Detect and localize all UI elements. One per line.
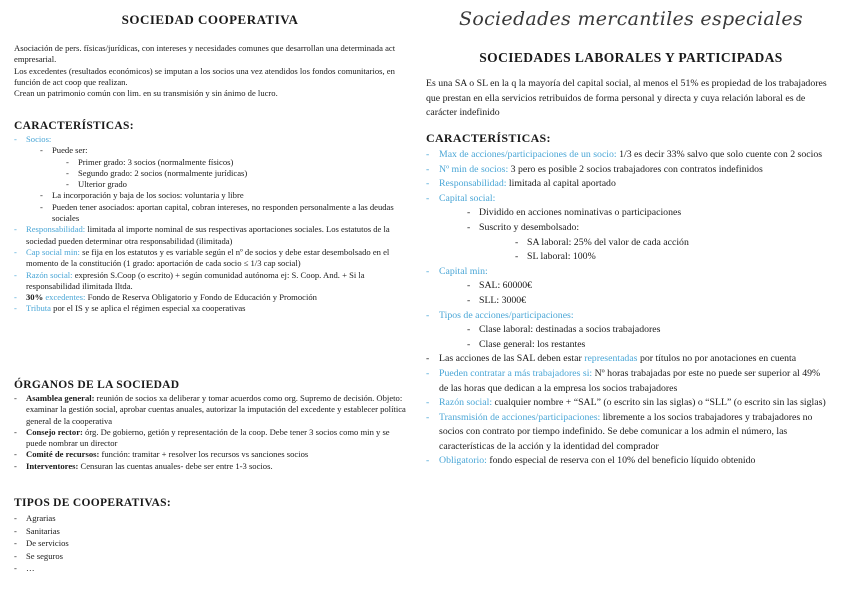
organos-heading: ÓRGANOS DE LA SOCIEDAD: [14, 379, 180, 391]
razon-social-item: [426, 396, 828, 411]
razon-social-item: [14, 270, 406, 293]
contratar-item: [426, 367, 828, 396]
cap-social-label: Cap social min:: [26, 246, 80, 257]
tipo-item: - Sanitarias: [14, 525, 406, 538]
acciones-sal-label: representadas: [584, 353, 638, 365]
tipo-item: - …: [14, 562, 406, 575]
razon-social-text: expresión S.Coop (o escrito) + según comunidad autónoma ej: S. Coop. And. + Si la responsabilidad ilimitada Iltda.: [26, 269, 365, 291]
grados-list: [52, 157, 406, 191]
organo-name: Asamblea general:: [26, 393, 95, 403]
contratar-text: Nº horas trabajadas por este no puede ser superior al 49% de las horas que dedican a la empresa los socios trabajadores: [439, 367, 821, 394]
num-socios-text: 3 pero es posible 2 socios trabajadores con contratos indefinidos: [508, 163, 763, 175]
intro-line: Crean un patrimonio común con lim. en su transmisión y sin ánimo de lucro.: [14, 88, 278, 99]
sa-laboral-item: - SA laboral: 25% del valor de cada acción: [515, 236, 828, 251]
contratar-label: Pueden contratar a más trabajadores si:: [439, 367, 593, 379]
puede-ser-item: [40, 145, 406, 190]
suscrito-label: Suscrito y desembolsado:: [479, 221, 580, 233]
tipos-acciones-label: Tipos de acciones/participaciones:: [439, 309, 574, 321]
capital-social-item: [426, 192, 828, 265]
tributa-item: [14, 303, 406, 314]
tipo-item: - Agrarias: [14, 512, 406, 525]
grado-item: - Primer grado: 3 socios (normalmente físicos): [66, 157, 406, 168]
grado-item: - Ulterior grado: [66, 179, 406, 190]
excedentes-percent: 30%: [26, 292, 44, 303]
tributa-label: Tributa: [26, 303, 51, 314]
sl-laboral-item: - SL laboral: 100%: [515, 250, 828, 265]
laborales-intro: Es una SA o SL en la q la mayoría del capital social, al menos el 51% es propiedad de los trabajadores que prestan en ella servicios retribuidos de forma personal y directa y cuya relación laboral es de carácter indefinido: [426, 78, 827, 119]
max-acciones-text: 1/3 es decir 33% salvo que solo cuente con 2 socios: [616, 149, 823, 160]
organo-name: Comité de recursos:: [26, 449, 100, 460]
organo-name: Consejo rector:: [26, 426, 83, 437]
socios-label: Socios:: [26, 134, 52, 144]
responsabilidad-label: Responsabilidad:: [439, 178, 507, 190]
excedentes-text: Fondo de Reserva Obligatorio y Fondo de Educación y Promoción: [85, 292, 317, 303]
puede-ser-label: Puede ser:: [52, 145, 88, 156]
capital-social-sublist: [439, 206, 828, 264]
asociados-item: - Pueden tener asociados: aportan capital, cobran intereses, no responden personalmente a las deudas sociales: [40, 202, 406, 225]
script-title: Sociedades mercantiles especiales: [459, 8, 803, 30]
laborales-caracteristicas: [426, 131, 828, 469]
razon-social-label: Razón social:: [439, 397, 493, 409]
obligatorio-text: fondo especial de reserva con el 10% del beneficio líquido obtenido: [486, 455, 756, 467]
num-socios-label: Nº min de socios:: [439, 163, 509, 175]
clase-general-item: - Clase general: los restantes: [467, 338, 828, 353]
max-acciones-item: [426, 148, 828, 163]
cooperativa-title: SOCIEDAD COOPERATIVA: [121, 12, 299, 27]
incorporacion-item: - La incorporación y baja de los socios: voluntaria y libre: [40, 190, 406, 201]
transmision-text: libremente a los socios trabajadores y trabajadores no socios con contrato por tiempo indefinido. Se debe comunicar a los admin el número, las características de la acción y la identidad del comprador: [439, 411, 813, 452]
caracteristicas-list: [14, 134, 406, 315]
responsabilidad-text: limitada al importe nominal de sus respectivas aportaciones sociales. Los estatutos de la sociedad pueden determinar otra responsabilidad (ilimitada): [26, 224, 390, 246]
obligatorio-item: [426, 454, 828, 469]
socios-sublist: [26, 145, 406, 224]
cooperativa-intro: [14, 43, 406, 99]
razon-social-label: Razón social:: [26, 269, 73, 280]
responsabilidad-item: [14, 224, 406, 247]
tipos-heading: TIPOS DE COOPERATIVAS:: [14, 497, 171, 509]
razon-social-text: cualquier nombre + “SAL” (o escrito sin las siglas) o “SLL” (o escrito sin las siglas): [492, 397, 826, 409]
tipos-acciones-item: [426, 309, 828, 353]
organos-list: [14, 393, 406, 472]
cap-social-item: [14, 247, 406, 270]
num-socios-item: [426, 163, 828, 178]
capital-min-label: Capital min:: [439, 265, 488, 277]
organo-text: función: tramitar + resolver los recursos vs sanciones socios: [99, 449, 309, 460]
organo-item: [14, 461, 406, 472]
organo-item: [14, 427, 406, 450]
organo-item: [14, 449, 406, 460]
obligatorio-label: Obligatorio:: [439, 455, 487, 467]
transmision-item: [426, 411, 828, 455]
cap-social-text: se fija en los estatutos y es variable según el nº de socios y debe estar desembolsado en el momento de la constitución (1 grado: aportación de cada socio ≤ 1/3 cap social): [26, 246, 390, 269]
sll-item: - SLL: 3000€: [467, 294, 828, 309]
suscrito-item: [467, 221, 828, 265]
socios-item: [14, 134, 406, 224]
tributa-text: por el IS y se aplica el régimen especial xa cooperativas: [51, 303, 246, 314]
responsabilidad-text: limitada al capital aportado: [506, 178, 616, 190]
excedentes-item: [14, 292, 406, 303]
laborales-title: SOCIEDADES LABORALES Y PARTICIPADAS: [479, 50, 783, 65]
transmision-label: Transmisión de acciones/participaciones:: [439, 411, 601, 423]
tipos-list: [14, 512, 406, 575]
intro-line: Los excedentes (resultados económicos) se imputan a los socios una vez atendidos los fondos comunitarios, en función de act coop que realizan.: [14, 65, 395, 87]
organo-text: reunión de socios xa deliberar y tomar acuerdos como org. Supremo de decisión. Objeto: examinar la gestión social, aprobar cuentas anuales, autorizar la imputación del excedente y establecer política general de la cooperativa: [26, 393, 406, 426]
suscrito-sublist: [479, 236, 828, 265]
responsabilidad-label: Responsabilidad:: [26, 224, 86, 235]
clase-laboral-item: - Clase laboral: destinadas a socios trabajadores: [467, 323, 828, 338]
responsabilidad-item: [426, 177, 828, 192]
sal-item: - SAL: 60000€: [467, 279, 828, 294]
acciones-sal-pre: Las acciones de las SAL deben estar: [439, 353, 585, 365]
excedentes-label: excedentes:: [43, 292, 86, 303]
laborales-caracteristicas-heading: CARACTERÍSTICAS:: [426, 131, 551, 145]
capital-min-item: [426, 265, 828, 309]
tipo-item: - Se seguros: [14, 550, 406, 563]
organos-section: [14, 379, 406, 472]
tipo-item: - De servicios: [14, 537, 406, 550]
intro-line: Asociación de pers. físicas/jurídicas, con intereses y necesidades comunes que desarrollan una determinada act empresarial.: [14, 43, 396, 65]
laborales-list: [426, 148, 828, 469]
tipos-acciones-sublist: [439, 323, 828, 352]
tipos-section: [14, 497, 406, 575]
organo-text: Censuran las cuentas anuales- debe ser entre 1-3 socios.: [78, 460, 273, 471]
grado-item: - Segundo grado: 2 socios (normalmente jurídicas): [66, 168, 406, 179]
acciones-sal-text: por títulos no por anotaciones en cuenta: [637, 353, 797, 365]
max-acciones-label: Max de acciones/participaciones de un socio:: [439, 149, 617, 160]
caracteristicas-section: [14, 120, 406, 315]
organo-name: Interventores:: [26, 460, 79, 471]
organo-text: órg. De gobierno, getión y representación de la coop. Debe tener 3 socios como min y se puede nombrar un director: [26, 426, 390, 449]
organo-item: [14, 393, 406, 427]
capital-min-sublist: [439, 279, 828, 308]
dividido-item: - Dividido en acciones nominativas o participaciones: [467, 206, 828, 221]
acciones-sal-item: [426, 352, 828, 367]
capital-social-label: Capital social:: [439, 192, 496, 204]
caracteristicas-heading: CARACTERÍSTICAS:: [14, 120, 134, 132]
